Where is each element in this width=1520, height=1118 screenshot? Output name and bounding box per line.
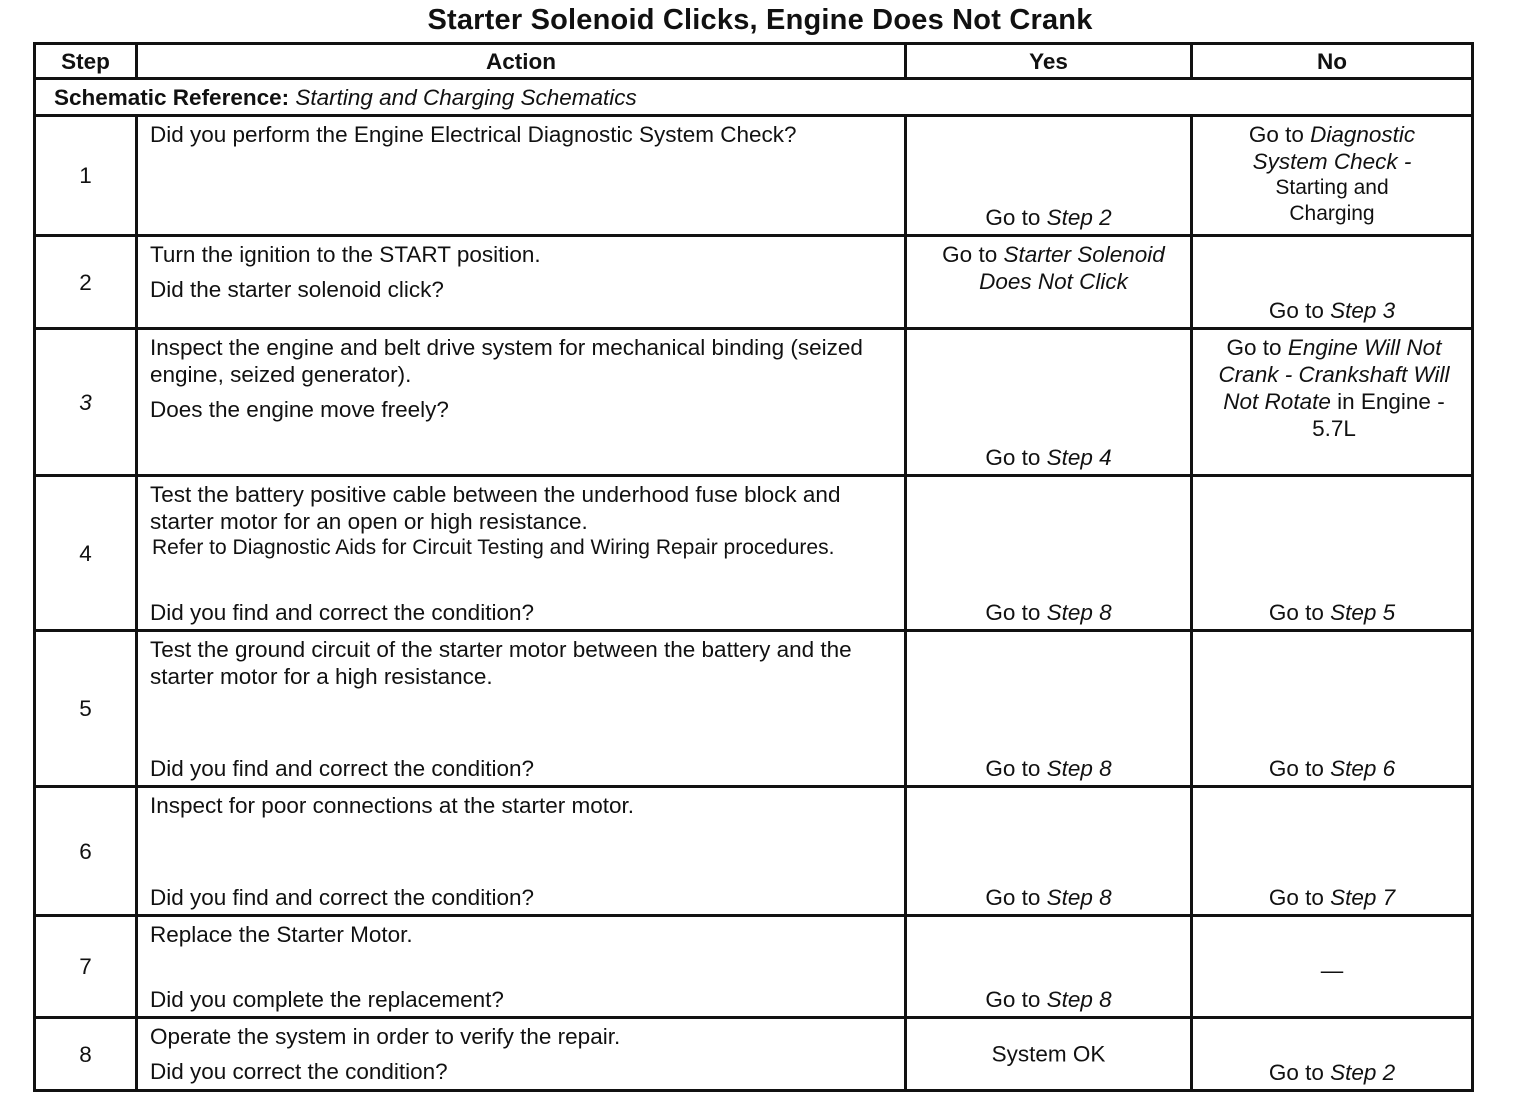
yes-link[interactable]: Step 4 (1046, 445, 1112, 470)
yes-link[interactable]: Step 8 (1046, 756, 1112, 781)
action-text: Inspect for poor connections at the starter motor. (150, 793, 635, 818)
no-cell (1192, 787, 1473, 916)
action-cell (137, 631, 906, 787)
page-title: Starter Solenoid Clicks, Engine Does Not Crank (427, 4, 1093, 36)
no-link[interactable]: Diagnostic System Check - (1252, 122, 1416, 174)
action-cell (137, 116, 906, 236)
yes-cell (906, 236, 1192, 329)
no-link[interactable]: Step 6 (1330, 756, 1396, 781)
go-to-label: Go to (1226, 335, 1282, 360)
step-number-text: 3 (79, 389, 92, 415)
action-cell (137, 236, 906, 329)
action-text: Test the battery positive cable between the underhood fuse block and starter motor for an open or high resistance. (150, 482, 841, 534)
action-text: Inspect the engine and belt drive system for mechanical binding (seized engine, seized generator). (150, 335, 863, 387)
no-link[interactable]: Engine Will Not Crank - Crankshaft Will Not Rotate (1218, 335, 1450, 414)
no-cell (1192, 916, 1473, 1018)
yes-link[interactable]: Step 8 (1046, 987, 1112, 1012)
step-number: 4 (35, 476, 137, 631)
action-question: Did you find and correct the condition? (150, 756, 534, 781)
step-number: 6 (35, 787, 137, 916)
go-to-label: Go to (1268, 885, 1324, 910)
header-step: Step (35, 44, 137, 79)
diagnostic-table (33, 42, 1474, 1092)
go-to-label: Go to (985, 445, 1041, 470)
no-cell (1192, 631, 1473, 787)
yes-link[interactable]: Step 8 (1046, 885, 1112, 910)
no-cell (1192, 236, 1473, 329)
go-to-label: Go to (985, 885, 1041, 910)
go-to-label: Go to (1268, 756, 1324, 781)
step-number: 7 (35, 916, 137, 1018)
no-rest-text: in Engine - 5.7L (1312, 389, 1445, 441)
action-text: Operate the system in order to verify the repair. (150, 1024, 621, 1049)
header-row (35, 44, 1473, 79)
action-cell (137, 787, 906, 916)
no-dash: — (1320, 957, 1344, 983)
yes-cell (906, 1018, 1192, 1091)
go-to-label: Go to (1268, 1060, 1324, 1085)
header-yes: Yes (906, 44, 1192, 79)
action-note: Refer to Diagnostic Aids for Circuit Testing and Wiring Repair procedures. (152, 536, 835, 559)
header-no: No (1192, 44, 1473, 79)
action-question: Did you correct the condition? (150, 1059, 448, 1084)
action-cell (137, 329, 906, 476)
yes-cell (906, 916, 1192, 1018)
yes-cell (906, 476, 1192, 631)
yes-cell (906, 787, 1192, 916)
schematic-label: Schematic Reference: (54, 84, 290, 110)
action-question: Does the engine move freely? (150, 397, 449, 422)
table-row (35, 476, 1473, 631)
table-row (35, 631, 1473, 787)
go-to-label: Go to (942, 242, 998, 267)
step-number: 5 (35, 631, 137, 787)
go-to-label: Go to (1248, 122, 1304, 147)
schematic-value: Starting and Charging Schematics (295, 84, 637, 110)
action-cell (137, 476, 906, 631)
action-question: Did you find and correct the condition? (150, 885, 534, 910)
go-to-label: Go to (985, 205, 1041, 230)
table-row (35, 329, 1473, 476)
go-to-label: Go to (985, 756, 1041, 781)
step-number: 8 (35, 1018, 137, 1091)
action-cell (137, 1018, 906, 1091)
no-cell (1192, 329, 1473, 476)
no-cell (1192, 116, 1473, 236)
yes-result: System OK (991, 1041, 1106, 1067)
action-question: Did you complete the replacement? (150, 987, 504, 1012)
step-number: 1 (35, 116, 137, 236)
table-row (35, 787, 1473, 916)
action-cell (137, 916, 906, 1018)
yes-cell (906, 329, 1192, 476)
schematic-row (35, 79, 1473, 116)
no-rest-text: Starting and Charging (1275, 176, 1389, 225)
table-row (35, 236, 1473, 329)
go-to-label: Go to (1268, 298, 1324, 323)
no-link[interactable]: Step 3 (1330, 298, 1396, 323)
no-cell (1192, 476, 1473, 631)
yes-link[interactable]: Step 8 (1046, 600, 1112, 625)
action-text: Turn the ignition to the START position. (150, 242, 541, 267)
go-to-label: Go to (985, 600, 1041, 625)
action-question: Did the starter solenoid click? (150, 277, 444, 302)
go-to-label: Go to (985, 987, 1041, 1012)
step-number (35, 329, 137, 476)
no-link[interactable]: Step 7 (1330, 885, 1396, 910)
no-link[interactable]: Step 2 (1330, 1060, 1396, 1085)
yes-cell (906, 116, 1192, 236)
table-row (35, 916, 1473, 1018)
no-link[interactable]: Step 5 (1330, 600, 1396, 625)
no-cell (1192, 1018, 1473, 1091)
action-text: Test the ground circuit of the starter motor between the battery and the starter motor for a high resistance. (150, 637, 852, 689)
go-to-label: Go to (1268, 600, 1324, 625)
yes-cell (906, 631, 1192, 787)
action-question: Did you find and correct the condition? (150, 600, 534, 625)
action-text: Replace the Starter Motor. (150, 922, 413, 947)
step-number: 2 (35, 236, 137, 329)
yes-link[interactable]: Step 2 (1046, 205, 1112, 230)
table-row (35, 116, 1473, 236)
table-row (35, 1018, 1473, 1091)
yes-link[interactable]: Starter Solenoid Does Not Click (979, 242, 1165, 294)
header-action: Action (137, 44, 906, 79)
action-text: Did you perform the Engine Electrical Diagnostic System Check? (150, 122, 797, 147)
schematic-reference (35, 79, 1473, 116)
